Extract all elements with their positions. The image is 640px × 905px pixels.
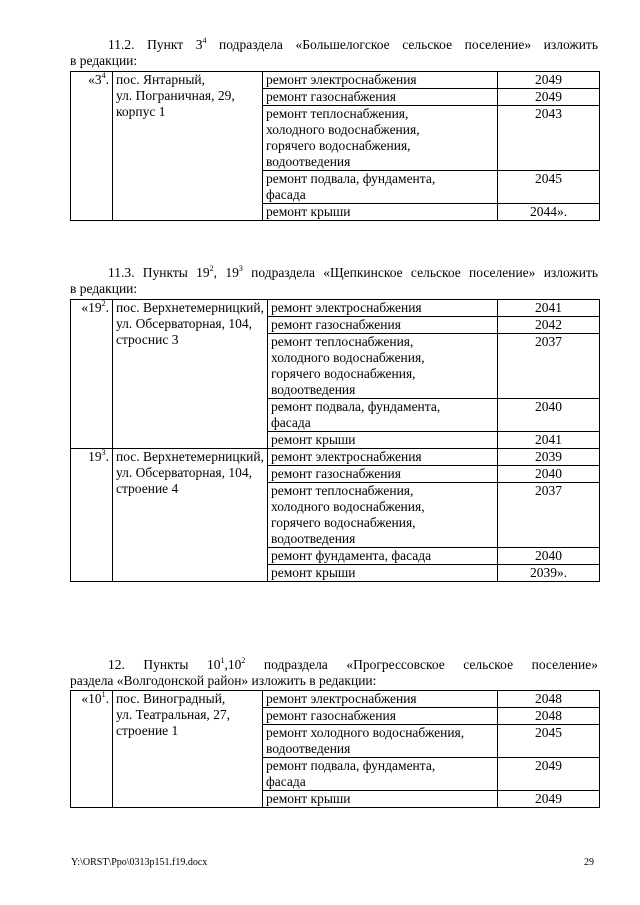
work-type-line: холодного водоснабжения, [266,122,420,137]
work-type-line: фасада [271,415,311,430]
item-number-suffix: . [105,691,109,706]
work-type-line: водоотведения [271,531,356,546]
work-type-line: водоотведения [271,382,356,397]
table-row [71,72,600,89]
work-type-cell [263,708,498,725]
year-cell [498,483,600,548]
year-cell [498,548,600,565]
address-cell [113,691,263,808]
year-cell [498,72,600,89]
address-line: ул. Обсерваторная, 104, [116,316,253,331]
work-type-cell [268,548,498,565]
year-value: 2043 [535,106,562,121]
address-line: строснис 3 [116,332,179,347]
work-type-cell [268,466,498,483]
year-value: 2049 [535,72,562,87]
year-cell [498,691,600,708]
table-row [71,449,600,466]
year-cell [498,449,600,466]
address-line: ул. Пограничная, 29, [116,88,235,103]
address-cell [113,300,268,449]
year-cell [498,106,600,171]
footer-file-path: Y:\ORST\Ppo\0313p151.f19.docx [71,857,208,868]
work-type-line: фасада [266,774,306,789]
table-section-11-3 [70,299,600,582]
year-value: 2039 [535,449,562,464]
address-line: строение 1 [116,723,179,738]
year-value: 2040 [535,548,562,563]
year-cell [498,204,600,221]
work-type-cell [263,725,498,758]
item-number-suffix: . [105,449,109,464]
work-type-line: ремонт холодного водоснабжения, [266,725,465,740]
year-value: 2037 [535,483,562,498]
year-value: 2042 [535,317,562,332]
table-row [71,691,600,708]
work-type-line: ремонт крыши [266,204,351,219]
work-type-line: водоотведения [266,741,351,756]
year-cell [498,432,600,449]
year-cell [498,565,600,582]
footer-page-number: 29 [584,857,594,868]
section-11-3-heading: 11.3. Пункты $19^2$, $19^3$ подраздела «Щепкинское сельское поселение» изложить в редакции: [70,264,599,296]
work-type-line: ремонт теплоснабжения, [266,106,409,121]
year-value: 2040 [535,399,562,414]
year-value: 2040 [535,466,562,481]
work-type-line: ремонт электроснабжения [266,72,417,87]
work-type-line: ремонт подвала, фундамента, [271,399,441,414]
item-number: «10 [81,691,102,706]
work-type-line: ремонт крыши [266,791,351,806]
table-section-11-2 [70,71,600,221]
address-line: пос. Янтарный, [116,72,205,87]
work-type-cell [263,204,498,221]
work-type-line: горячего водоснабжения, [271,515,416,530]
year-value: 2041 [535,432,562,447]
year-value: 2037 [535,334,562,349]
work-type-cell [263,691,498,708]
item-number-cell [71,691,113,808]
year-cell [498,791,600,808]
work-type-line: ремонт газоснабжения [271,317,401,332]
year-value: 2049 [535,89,562,104]
address-line: пос. Виноградный, [116,691,226,706]
year-value: 2039». [529,565,568,580]
work-type-line: ремонт теплоснабжения, [271,334,414,349]
year-cell [498,171,600,204]
year-cell [498,317,600,334]
year-value: 2045 [535,171,562,186]
work-type-line: ремонт фундамента, фасада [271,548,432,563]
work-type-line: ремонт газоснабжения [266,89,396,104]
work-type-line: холодного водоснабжения, [271,350,425,365]
work-type-cell [268,449,498,466]
work-type-cell [268,300,498,317]
item-number-superscript: 1 [101,690,106,699]
work-type-cell [263,791,498,808]
work-type-cell [268,565,498,582]
year-cell [498,725,600,758]
item-number-superscript: 4 [101,71,106,80]
section-11-2-heading: 11.2. Пункт $3^4$ подраздела «Большелогское сельское поселение» изложить в редакции: [70,36,598,68]
work-type-line: холодного водоснабжения, [271,499,425,514]
work-type-line: ремонт электроснабжения [271,449,422,464]
work-type-line: горячего водоснабжения, [271,366,416,381]
year-cell [498,758,600,791]
item-number-cell [71,449,113,582]
work-type-line: ремонт подвала, фундамента, [266,758,436,773]
work-type-line: ремонт электроснабжения [266,691,417,706]
year-cell [498,89,600,106]
table-section-12 [70,690,600,808]
work-type-line: горячего водоснабжения, [266,138,411,153]
address-line: пос. Верхнетемерницкий, [116,449,264,464]
year-value: 2044». [529,204,568,219]
item-number-superscript: 2 [101,299,106,308]
address-line: строение 4 [116,481,179,496]
year-cell [498,334,600,399]
item-number-superscript: 3 [101,448,106,457]
work-type-line: ремонт теплоснабжения, [271,483,414,498]
year-value: 2049 [535,791,562,806]
year-value: 2048 [535,691,562,706]
item-number-suffix: . [105,300,109,315]
address-line: ул. Обсерваторная, 104, [116,465,253,480]
address-cell [113,449,268,582]
address-line: ул. Театральная, 27, [116,707,231,722]
year-cell [498,399,600,432]
work-type-line: ремонт подвала, фундамента, [266,171,436,186]
item-number-cell [71,72,113,221]
year-value: 2041 [535,300,562,315]
work-type-cell [268,334,498,399]
work-type-cell [268,317,498,334]
work-type-line: ремонт газоснабжения [271,466,401,481]
work-type-line: ремонт крыши [271,432,356,447]
work-type-cell [268,432,498,449]
work-type-cell [263,72,498,89]
work-type-cell [263,89,498,106]
year-value: 2045 [535,725,562,740]
item-number-cell [71,300,113,449]
address-line: корпус 1 [116,104,166,119]
work-type-line: ремонт газоснабжения [266,708,396,723]
item-number: «3 [88,72,102,87]
table-row [71,300,600,317]
work-type-line: фасада [266,187,306,202]
item-number: «19 [81,300,102,315]
item-number-suffix: . [105,72,109,87]
work-type-cell [263,106,498,171]
year-value: 2049 [535,758,562,773]
year-cell [498,466,600,483]
address-line: пос. Верхнетемерницкий, [116,300,264,315]
year-cell [498,300,600,317]
work-type-cell [263,171,498,204]
work-type-cell [268,483,498,548]
work-type-line: ремонт электроснабжения [271,300,422,315]
work-type-line: ремонт крыши [271,565,356,580]
year-cell [498,708,600,725]
work-type-cell [263,758,498,791]
year-value: 2048 [535,708,562,723]
address-cell [113,72,263,221]
work-type-line: водоотведения [266,154,351,169]
work-type-cell [268,399,498,432]
section-12-heading: 12. Пункты $10^1,10^2$ подраздела «Прогрессовское сельское поселение» раздела «Волгодонской район» изложить в редакции: [70,656,598,688]
item-number: 19 [88,449,102,464]
